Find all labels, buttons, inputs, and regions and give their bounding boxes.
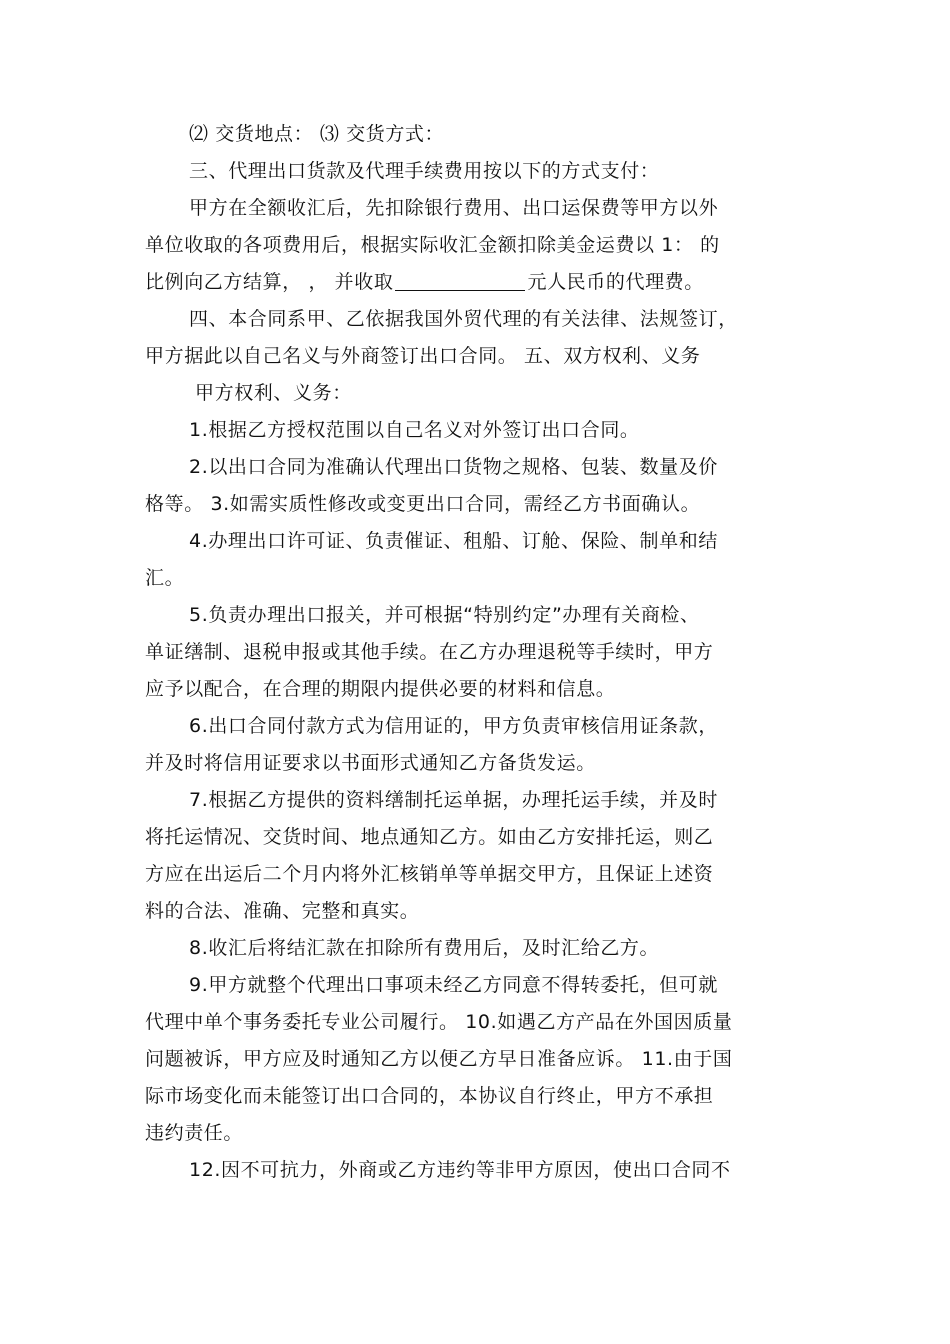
clause-12: 12.因不可抗力，外商或乙方违约等非甲方原因，使出口合同不	[189, 1159, 731, 1181]
section-4-line: 四、本合同系甲、乙依据我国外贸代理的有关法律、法规签订，	[189, 308, 738, 330]
paragraph-line: 单位收取的各项费用后，根据实际收汇金额扣除美金运费以 1： 的	[145, 234, 720, 256]
paragraph-line: 汇。	[145, 567, 185, 589]
paragraph-line: 料的合法、准确、完整和真实。	[145, 900, 420, 922]
paragraph-line: 问题被诉，甲方应及时通知乙方以便乙方早日准备应诉。 11.由于国	[145, 1048, 733, 1070]
clause-5: 5.负责办理出口报关，并可根据“特别约定”办理有关商检、	[189, 604, 700, 626]
paragraph-line	[145, 264, 810, 301]
paragraph-line: 将托运情况、交货时间、地点通知乙方。如由乙方安排托运，则乙	[145, 826, 714, 848]
paragraph-line: 际市场变化而未能签订出口合同的，本协议自行终止，甲方不承担	[145, 1085, 714, 1107]
party-a-rights-heading: 甲方权利、义务：	[195, 382, 352, 404]
paragraph-line: 应予以配合，在合理的期限内提供必要的材料和信息。	[145, 678, 616, 700]
clause-2: 2.以出口合同为准确认代理出口货物之规格、包装、数量及价	[189, 456, 718, 478]
clause-7: 7.根据乙方提供的资料缮制托运单据，办理托运手续，并及时	[189, 789, 718, 811]
clause-4: 4.办理出口许可证、负责催证、租船、订舱、保险、制单和结	[189, 530, 718, 552]
paragraph-line: 甲方据此以自己名义与外商签订出口合同。 五、双方权利、义务	[145, 345, 701, 367]
fee-text-before: 比例向乙方结算， ， 并收取	[145, 271, 394, 293]
clause-9: 9.甲方就整个代理出口事项未经乙方同意不得转委托，但可就	[189, 974, 718, 996]
fee-text-after: 元人民币的代理费。	[527, 271, 704, 293]
clause-8: 8.收汇后将结汇款在扣除所有费用后，及时汇给乙方。	[189, 937, 660, 959]
paragraph-line: 方应在出运后二个月内将外汇核销单等单据交甲方，且保证上述资	[145, 863, 714, 885]
clause-6: 6.出口合同付款方式为信用证的，甲方负责审核信用证条款，	[189, 715, 718, 737]
section-3-heading: 三、代理出口货款及代理手续费用按以下的方式支付：	[189, 160, 660, 182]
fee-blank-field[interactable]	[395, 271, 525, 291]
clause-1: 1.根据乙方授权范围以自己名义对外签订出口合同。	[189, 419, 640, 441]
contract-text	[145, 116, 810, 1189]
paragraph-line: 代理中单个事务委托专业公司履行。 10.如遇乙方产品在外国因质量	[145, 1011, 733, 1033]
paragraph-line: 并及时将信用证要求以书面形式通知乙方备货发运。	[145, 752, 596, 774]
paragraph-line: 单证缮制、退税申报或其他手续。在乙方办理退税等手续时，甲方	[145, 641, 714, 663]
paragraph-line: 甲方在全额收汇后，先扣除银行费用、出口运保费等甲方以外	[189, 197, 719, 219]
paragraph-line: 格等。 3.如需实质性修改或变更出口合同，需经乙方书面确认。	[145, 493, 701, 515]
delivery-terms-line: ⑵ 交货地点： ⑶ 交货方式：	[189, 123, 445, 145]
paragraph-line: 违约责任。	[145, 1122, 244, 1144]
